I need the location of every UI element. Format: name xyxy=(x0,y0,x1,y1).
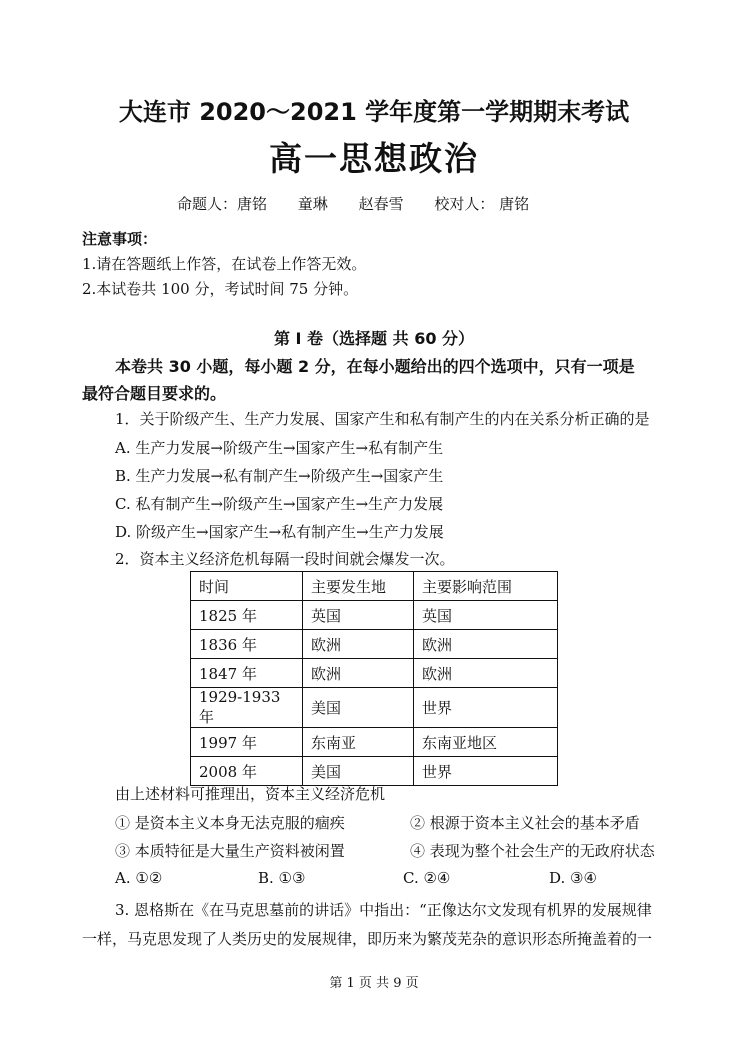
question-2-choice-d: D. ③④ xyxy=(549,869,597,887)
table-cell: 1847 年 xyxy=(191,659,303,688)
table-cell: 世界 xyxy=(414,688,558,728)
table-cell: 欧洲 xyxy=(414,630,558,659)
table-cell: 1929-1933 年 xyxy=(191,688,303,728)
table-cell: 1825 年 xyxy=(191,601,303,630)
question-2-choice-c: C. ②④ xyxy=(403,869,451,887)
question-2-statement-1: ① 是资本主义本身无法克服的痼疾 xyxy=(115,814,345,832)
table-row xyxy=(191,757,558,786)
table-cell: 英国 xyxy=(414,601,558,630)
author-3: 赵春雪 xyxy=(358,195,404,213)
table-cell: 美国 xyxy=(303,688,414,728)
table-row xyxy=(191,630,558,659)
crisis-table xyxy=(190,571,558,786)
exam-title: 大连市 2020～2021 学年度第一学期期末考试 xyxy=(118,98,630,126)
question-1-stem: 1．关于阶级产生、生产力发展、国家产生和私有制产生的内在关系分析正确的是 xyxy=(115,410,650,428)
table-row xyxy=(191,659,558,688)
table-cell: 欧洲 xyxy=(303,630,414,659)
question-2-stem: 2．资本主义经济危机每隔一段时间就会爆发一次。 xyxy=(115,550,455,568)
table-cell: 美国 xyxy=(303,757,414,786)
table-cell: 2008 年 xyxy=(191,757,303,786)
question-1-option-a: A. 生产力发展→阶级产生→国家产生→私有制产生 xyxy=(115,439,444,457)
table-row xyxy=(191,601,558,630)
question-3-line-2: 一样，马克思发现了人类历史的发展规律，即历来为繁茂芜杂的意识形态所掩盖着的一 xyxy=(82,930,653,948)
question-2-statement-3: ③ 本质特征是大量生产资料被闲置 xyxy=(115,842,345,860)
table-header-cell: 时间 xyxy=(191,572,303,601)
table-header-cell: 主要影响范围 xyxy=(414,572,558,601)
table-cell: 1836 年 xyxy=(191,630,303,659)
table-cell: 欧洲 xyxy=(414,659,558,688)
notice-item: 1.请在答题纸上作答，在试卷上作答无效。 xyxy=(82,255,367,273)
table-cell: 东南亚 xyxy=(303,728,414,757)
section-instruction: 本卷共 30 小题，每小题 2 分，在每小题给出的四个选项中，只有一项是 xyxy=(115,357,635,376)
table-header-cell: 主要发生地 xyxy=(303,572,414,601)
table-cell: 东南亚地区 xyxy=(414,728,558,757)
question-1-option-c: C. 私有制产生→阶级产生→国家产生→生产力发展 xyxy=(115,495,444,513)
page-footer: 第 1 页 共 9 页 xyxy=(329,976,419,991)
question-3-line-1: 3. 恩格斯在《在马克思墓前的讲话》中指出：“正像达尔文发现有机界的发展规律 xyxy=(115,901,652,919)
table-row xyxy=(191,688,558,728)
question-2-statement-4: ④ 表现为整个社会生产的无政府状态 xyxy=(410,842,655,860)
question-2-choice-a: A. ①② xyxy=(115,869,163,887)
question-2-choice-b: B. ①③ xyxy=(258,869,306,887)
table-cell: 1997 年 xyxy=(191,728,303,757)
question-2-lead: 由上述材料可推理出，资本主义经济危机 xyxy=(115,785,386,803)
table-cell: 欧洲 xyxy=(303,659,414,688)
subject-title: 高一思想政治 xyxy=(269,139,479,178)
notice-heading: 注意事项： xyxy=(82,230,158,248)
proofreader: 校对人： 唐铭 xyxy=(434,195,530,213)
section-instruction-cont: 最符合题目要求的。 xyxy=(82,384,227,403)
authors-line xyxy=(177,193,555,214)
table-row xyxy=(191,728,558,757)
question-1-option-d: D. 阶级产生→国家产生→私有制产生→生产力发展 xyxy=(115,523,444,541)
table-header-row xyxy=(191,572,558,601)
question-2-statement-2: ② 根源于资本主义社会的基本矛盾 xyxy=(410,814,640,832)
author-2: 童琳 xyxy=(297,195,328,213)
author-1: 命题人：唐铭 xyxy=(177,195,268,213)
table-cell: 世界 xyxy=(414,757,558,786)
table-cell: 英国 xyxy=(303,601,414,630)
section-title: 第 I 卷（选择题 共 60 分） xyxy=(273,329,475,348)
notice-item: 2.本试卷共 100 分，考试时间 75 分钟。 xyxy=(82,280,359,298)
question-1-option-b: B. 生产力发展→私有制产生→阶级产生→国家产生 xyxy=(115,467,444,485)
